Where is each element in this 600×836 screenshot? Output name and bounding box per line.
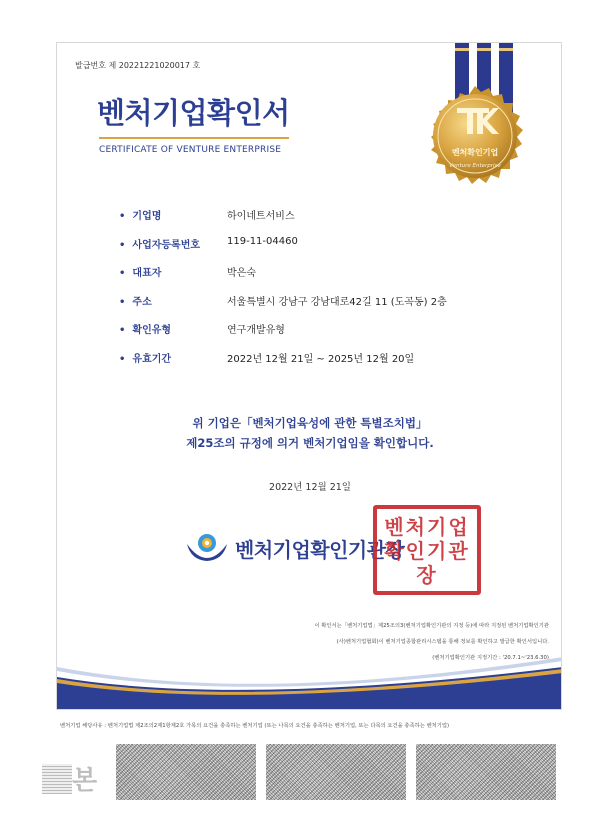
- issuer-name: 벤처기업확인기관장: [235, 538, 405, 562]
- venture-reason: 벤처기업 해당사유 : 벤처기업법 제2조의2제1항제2호 가목의 요건을 충족하는 벤처기업 (또는 나목의 요건을 충족하는 벤처기업, 또는 다목의 요건을 충족하는 벤처기업): [60, 723, 450, 729]
- info-label: • 사업자등록번호: [119, 236, 200, 251]
- info-row-address: [119, 293, 539, 322]
- decorative-wave: [57, 649, 562, 709]
- info-value: 하이네트서비스: [227, 211, 295, 222]
- confirmation-statement: [57, 413, 562, 453]
- venture-logo-icon: [185, 532, 229, 562]
- info-row-business-number: [119, 236, 539, 265]
- verification-code-band: [116, 744, 556, 800]
- stamp-text: 벤처기업확인기관장: [384, 515, 470, 587]
- company-info: [119, 207, 539, 379]
- info-row-company-name: [119, 207, 539, 236]
- original-mark-label: 본: [72, 766, 98, 796]
- info-label: • 기업명: [119, 207, 161, 222]
- note-line: (사)벤처기업협회)이 벤처기업종합관리시스템을 통해 정보를 확인하고 발급한 확인서입니다.: [336, 639, 549, 645]
- verification-pattern: [116, 744, 256, 800]
- confirmation-line-2: 제25조의 규정에 의거 벤처기업임을 확인합니다.: [186, 436, 434, 450]
- confirmation-line-1: 위 기업은「벤처기업육성에 관한 특별조치법」: [192, 416, 428, 430]
- info-label: • 주소: [119, 293, 152, 308]
- verification-pattern: [266, 744, 406, 800]
- title-underline: [99, 137, 289, 139]
- issue-date: 2022년 12월 21일: [269, 482, 351, 493]
- note-line: (벤처기업확인기관 지정기간 : '20.7.1~'23.6.30): [432, 655, 549, 661]
- seal-label: 벤처확인기업: [451, 148, 499, 157]
- seal-label-en: Venture Enterprise: [449, 163, 501, 169]
- info-value: 연구개발유형: [227, 325, 285, 337]
- certificate-subtitle: CERTIFICATE OF VENTURE ENTERPRISE: [99, 145, 282, 155]
- gold-seal-icon: [419, 84, 531, 196]
- info-row-representative: [119, 264, 539, 293]
- info-value: 박은숙: [227, 268, 256, 280]
- info-row-type: [119, 321, 539, 350]
- info-label: • 대표자: [119, 264, 161, 279]
- info-row-validity: [119, 350, 539, 379]
- certificate-title: 벤처기업확인서: [97, 96, 290, 130]
- info-value: 119-11-04460: [227, 235, 298, 247]
- note-line: 이 확인서는「벤처기업법」제25조의3(벤처기업확인기관의 지정 등)에 따라 지정된 벤처기업확인기관: [314, 623, 549, 629]
- certificate: [56, 42, 562, 710]
- verification-pattern: [416, 744, 556, 800]
- info-label: • 확인유형: [119, 321, 171, 336]
- info-value: 서울특별시 강남구 강남대로42길 11 (도곡동) 2층: [227, 296, 447, 308]
- info-value: 2022년 12월 21일 ~ 2025년 12월 20일: [227, 353, 415, 365]
- original-mark-icon: [42, 764, 72, 794]
- issue-number: 발급번호 제 20221221020017 호: [75, 61, 201, 70]
- info-label: • 유효기간: [119, 350, 171, 365]
